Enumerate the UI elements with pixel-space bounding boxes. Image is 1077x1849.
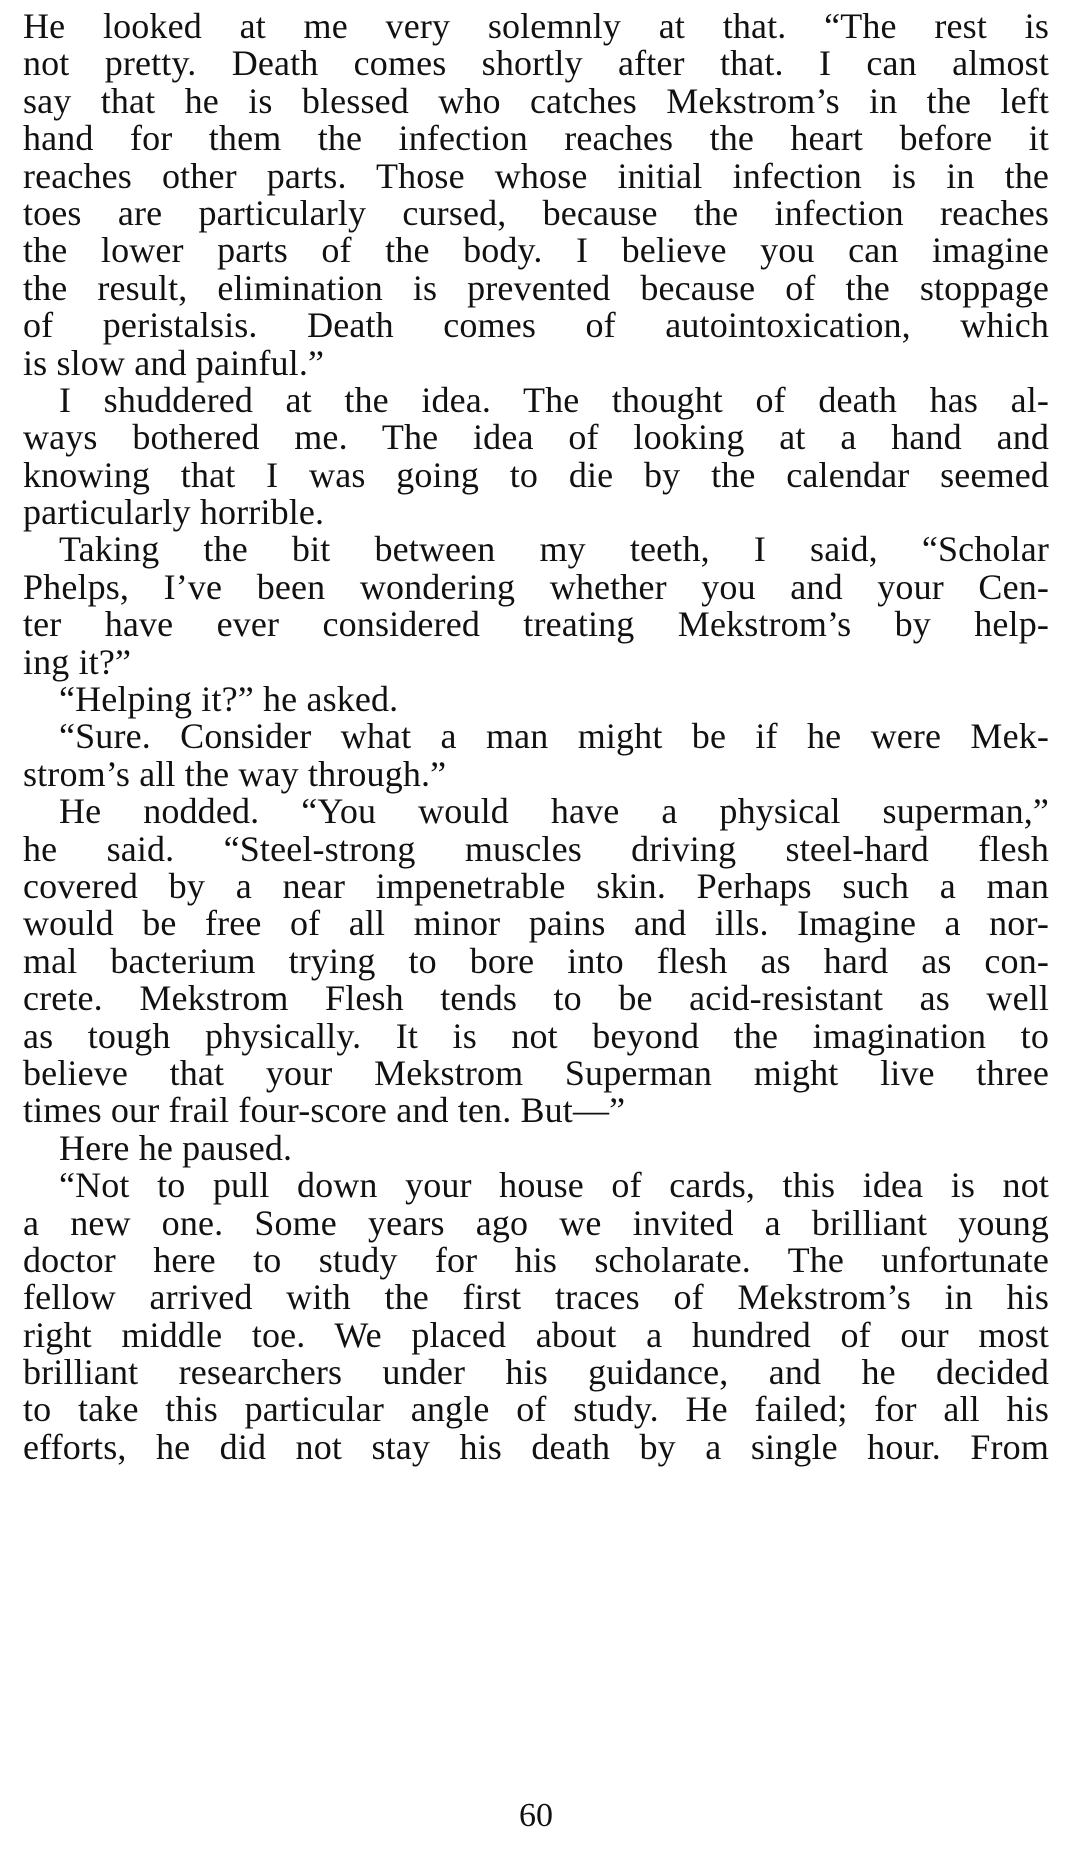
text-line-21: strom’s all the way through.” [23, 753, 447, 794]
page-number: 60 [519, 1797, 553, 1834]
text-line-29: believe that your Mekstrom Superman might live three [23, 1052, 1049, 1093]
text-line-14: particularly horrible. [23, 492, 325, 533]
text-line-3: say that he is blessed who catches Mekstrom’s in the left [23, 80, 1049, 121]
text-line-2: not pretty. Death comes shortly after that. I can almost [23, 43, 1049, 84]
text-line-34: doctor here to study for his scholarate. The unfortunate [23, 1239, 1049, 1280]
text-line-25: would be free of all minor pains and ills. Imagine a nor- [23, 903, 1049, 944]
text-line-36: right middle toe. We placed about a hundred of our most [23, 1314, 1049, 1355]
text-line-17: ter have ever considered treating Mekstrom’s by help- [23, 604, 1049, 645]
text-line-20: “Sure. Consider what a man might be if he were Mek- [59, 716, 1049, 757]
text-line-27: crete. Mekstrom Flesh tends to be acid-resistant as well [23, 978, 1049, 1019]
text-line-26: mal bacterium trying to bore into flesh as hard as con- [23, 940, 1049, 981]
text-line-33: a new one. Some years ago we invited a brilliant young [23, 1202, 1049, 1243]
text-line-18: ing it?” [23, 641, 132, 682]
text-line-19: “Helping it?” he asked. [59, 679, 399, 720]
text-line-13: knowing that I was going to die by the calendar seemed [23, 454, 1049, 495]
text-line-37: brilliant researchers under his guidance, and he decided [23, 1352, 1049, 1393]
text-line-32: “Not to pull down your house of cards, this idea is not [59, 1165, 1049, 1206]
text-line-30: times our frail four-score and ten. But—” [23, 1090, 626, 1131]
body-text [23, 8, 1049, 1466]
text-line-10: is slow and painful.” [23, 342, 325, 383]
text-line-4: hand for them the infection reaches the heart before it [23, 118, 1049, 159]
text-line-38: to take this particular angle of study. He failed; for all his [23, 1389, 1049, 1430]
text-line-12: ways bothered me. The idea of looking at a hand and [23, 417, 1049, 458]
text-line-35: fellow arrived with the first traces of Mekstrom’s in his [23, 1277, 1049, 1318]
text-line-24: covered by a near impenetrable skin. Perhaps such a man [23, 865, 1049, 906]
text-line-9: of peristalsis. Death comes of autointoxication, which [23, 305, 1049, 346]
text-line-22: He nodded. “You would have a physical superman,” [59, 791, 1049, 832]
text-line-8: the result, elimination is prevented because of the stoppage [23, 267, 1049, 308]
text-line-11: I shuddered at the idea. The thought of death has al- [59, 379, 1049, 420]
text-line-6: toes are particularly cursed, because the infection reaches [23, 192, 1049, 233]
text-line-31: Here he paused. [59, 1127, 293, 1168]
text-line-23: he said. “Steel-strong muscles driving steel-hard flesh [23, 828, 1049, 869]
text-line-5: reaches other parts. Those whose initial infection is in the [23, 155, 1049, 196]
text-line-7: the lower parts of the body. I believe you can imagine [23, 230, 1049, 271]
text-line-1: He looked at me very solemnly at that. “The rest is [23, 6, 1049, 46]
book-page [23, 8, 1049, 1838]
text-line-28: as tough physically. It is not beyond the imagination to [23, 1015, 1049, 1056]
text-line-15: Taking the bit between my teeth, I said, “Scholar [59, 529, 1049, 570]
text-line-16: Phelps, I’ve been wondering whether you and your Cen- [23, 566, 1049, 607]
text-line-39: efforts, he did not stay his death by a single hour. From [23, 1426, 1049, 1467]
